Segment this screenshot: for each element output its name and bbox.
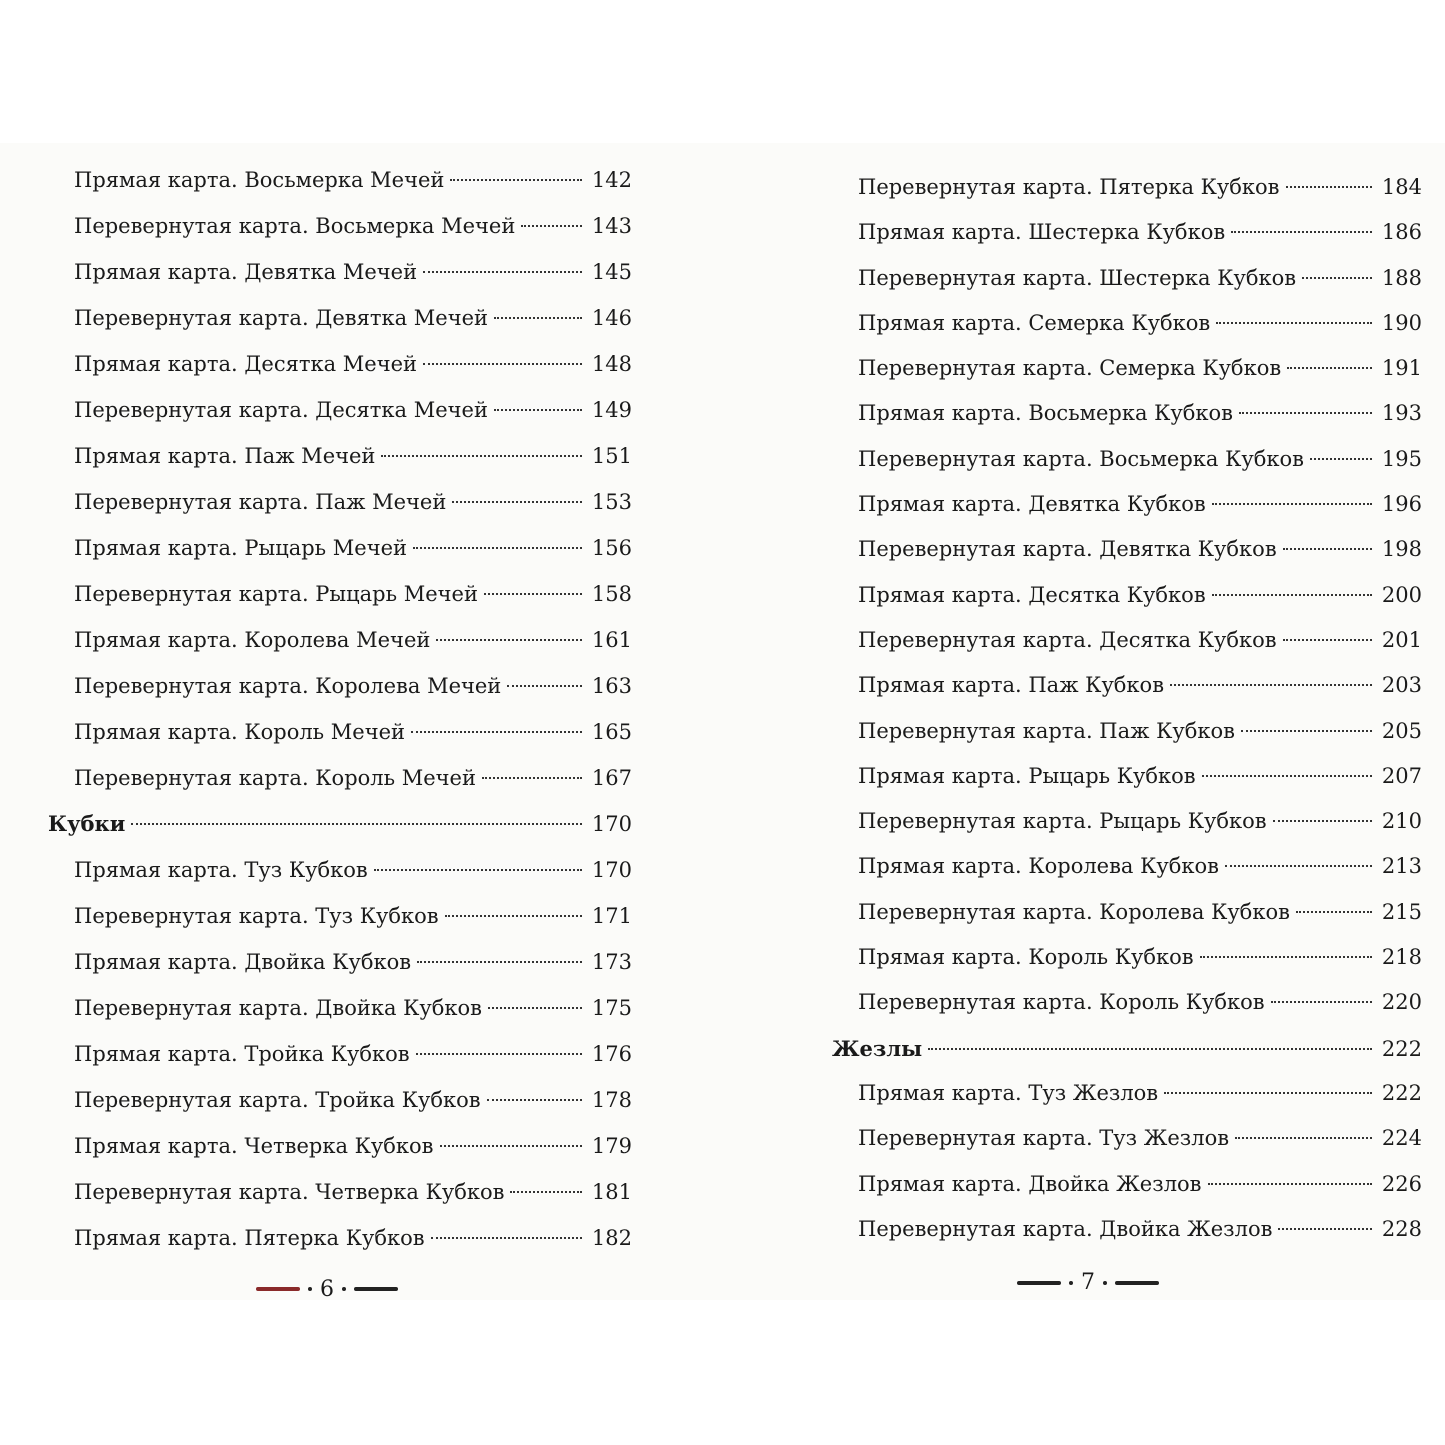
toc-page-number: 201 bbox=[1381, 627, 1422, 652]
toc-entry-title: Перевернутая карта. Король Кубков bbox=[858, 990, 1265, 1015]
dot-leader bbox=[381, 455, 581, 457]
dot-leader bbox=[1200, 956, 1372, 958]
book-spread bbox=[0, 143, 1445, 1300]
toc-entry-title: Прямая карта. Четверка Кубков bbox=[74, 1134, 434, 1158]
toc-entry-row bbox=[48, 893, 632, 939]
dot-leader bbox=[417, 961, 582, 963]
toc-entry-title: Прямая карта. Королева Кубков bbox=[858, 854, 1219, 879]
toc-entry-title: Перевернутая карта. Четверка Кубков bbox=[74, 1180, 505, 1204]
toc-entry-row bbox=[832, 256, 1422, 301]
dot-leader bbox=[1271, 1001, 1372, 1003]
toc-entry-row bbox=[832, 1162, 1422, 1207]
toc-entry-row bbox=[832, 165, 1422, 210]
toc-entry-title: Прямая карта. Королева Мечей bbox=[74, 628, 431, 652]
toc-page-number: 224 bbox=[1381, 1126, 1422, 1151]
flourish-ornament-icon bbox=[256, 1287, 300, 1291]
toc-entry-title: Прямая карта. Двойка Жезлов bbox=[858, 1171, 1202, 1196]
toc-page-number: 213 bbox=[1381, 854, 1422, 879]
toc-entry-title: Перевернутая карта. Двойка Жезлов bbox=[858, 1216, 1273, 1241]
dot-leader bbox=[431, 1237, 582, 1239]
toc-entry-row bbox=[832, 980, 1422, 1025]
dot-leader bbox=[1216, 322, 1372, 324]
dot-leader bbox=[450, 179, 582, 181]
dot-leader bbox=[1225, 865, 1372, 867]
toc-page-number: 182 bbox=[591, 1226, 632, 1250]
toc-page-number: 170 bbox=[591, 812, 632, 836]
dot-leader bbox=[436, 639, 582, 641]
toc-page-number: 165 bbox=[591, 720, 632, 744]
toc-page-number: 210 bbox=[1381, 809, 1422, 834]
dot-leader bbox=[1273, 820, 1372, 822]
dot-leader bbox=[1170, 684, 1372, 686]
toc-page-number: 200 bbox=[1381, 582, 1422, 607]
toc-section-row bbox=[832, 1026, 1422, 1071]
toc-entry-title: Прямая карта. Семерка Кубков bbox=[858, 310, 1211, 335]
dot-leader bbox=[507, 685, 582, 687]
dot-leader bbox=[1208, 1183, 1372, 1185]
page-number-text: 7 bbox=[1081, 1270, 1095, 1295]
toc-page-number: 167 bbox=[591, 766, 632, 790]
toc-page-number: 163 bbox=[591, 674, 632, 698]
toc-entry-title: Перевернутая карта. Паж Мечей bbox=[74, 490, 447, 514]
toc-entry-row bbox=[832, 935, 1422, 980]
toc-entry-title: Перевернутая карта. Королева Мечей bbox=[74, 674, 502, 698]
toc-entry-row bbox=[48, 571, 632, 617]
toc-entry-row bbox=[48, 1031, 632, 1077]
dot-ornament-icon bbox=[1069, 1281, 1073, 1285]
toc-entry-row bbox=[832, 527, 1422, 572]
toc-entry-row bbox=[48, 985, 632, 1031]
toc-list-right bbox=[832, 165, 1422, 1252]
toc-entry-title: Прямая карта. Двойка Кубков bbox=[74, 950, 412, 974]
toc-page-number: 161 bbox=[591, 628, 632, 652]
toc-page-number: 156 bbox=[591, 536, 632, 560]
toc-entry-row bbox=[832, 799, 1422, 844]
toc-page-number: 142 bbox=[591, 168, 632, 192]
toc-entry-row bbox=[48, 203, 632, 249]
toc-entry-title: Прямая карта. Девятка Мечей bbox=[74, 260, 418, 284]
toc-page-number: 226 bbox=[1381, 1171, 1422, 1196]
toc-entry-row bbox=[832, 437, 1422, 482]
toc-entry-title: Перевернутая карта. Рыцарь Кубков bbox=[858, 809, 1267, 834]
toc-entry-row bbox=[48, 341, 632, 387]
toc-entry-row bbox=[48, 1077, 632, 1123]
dot-leader bbox=[1231, 231, 1372, 233]
toc-entry-title: Прямая карта. Десятка Мечей bbox=[74, 352, 418, 376]
toc-entry-title: Прямая карта. Рыцарь Кубков bbox=[858, 763, 1196, 788]
toc-entry-title: Перевернутая карта. Туз Кубков bbox=[74, 904, 439, 928]
toc-page-number: 181 bbox=[591, 1180, 632, 1204]
toc-entry-title: Перевернутая карта. Восьмерка Кубков bbox=[858, 446, 1304, 471]
toc-page-number: 195 bbox=[1381, 446, 1422, 471]
flourish-ornament-icon bbox=[1017, 1281, 1061, 1285]
dot-leader bbox=[1287, 367, 1372, 369]
dot-leader bbox=[1164, 1092, 1372, 1094]
toc-page-number: 176 bbox=[591, 1042, 632, 1066]
toc-entry-title: Перевернутая карта. Паж Кубков bbox=[858, 718, 1235, 743]
toc-entry-row bbox=[48, 617, 632, 663]
toc-entry-title: Перевернутая карта. Девятка Мечей bbox=[74, 306, 489, 330]
toc-entry-row bbox=[48, 1215, 632, 1261]
toc-entry-row bbox=[48, 663, 632, 709]
dot-leader bbox=[423, 363, 582, 365]
toc-entry-title: Перевернутая карта. Восьмерка Мечей bbox=[74, 214, 516, 238]
toc-entry-row bbox=[48, 1169, 632, 1215]
toc-entry-title: Прямая карта. Паж Кубков bbox=[858, 673, 1165, 698]
toc-page-number: 151 bbox=[591, 444, 632, 468]
toc-page-number: 191 bbox=[1381, 356, 1422, 381]
toc-page-number: 146 bbox=[591, 306, 632, 330]
toc-entry-row bbox=[48, 525, 632, 571]
toc-entry-title: Перевернутая карта. Король Мечей bbox=[74, 766, 476, 790]
toc-entry-row bbox=[48, 387, 632, 433]
toc-page-number: 193 bbox=[1381, 401, 1422, 426]
page-number-text: 6 bbox=[320, 1276, 334, 1302]
toc-page-number: 228 bbox=[1381, 1216, 1422, 1241]
dot-leader bbox=[1283, 639, 1372, 641]
toc-page-number: 149 bbox=[591, 398, 632, 422]
toc-entry-row bbox=[832, 1071, 1422, 1116]
toc-entry-row bbox=[48, 939, 632, 985]
toc-entry-row bbox=[48, 157, 632, 203]
dot-leader bbox=[1302, 277, 1372, 279]
dot-leader bbox=[423, 271, 582, 273]
toc-entry-row bbox=[832, 210, 1422, 255]
toc-list-left bbox=[48, 157, 632, 1261]
toc-entry-title: Прямая карта. Туз Жезлов bbox=[858, 1080, 1159, 1105]
dot-leader bbox=[1310, 458, 1372, 460]
toc-entry-title: Прямая карта. Рыцарь Мечей bbox=[74, 536, 408, 560]
flourish-ornament-icon bbox=[354, 1287, 398, 1291]
toc-page-number: 205 bbox=[1381, 718, 1422, 743]
dot-leader bbox=[1235, 1137, 1372, 1139]
dot-leader bbox=[928, 1048, 1372, 1050]
dot-leader bbox=[487, 1099, 582, 1101]
toc-entry-row bbox=[832, 573, 1422, 618]
toc-entry-title: Прямая карта. Король Кубков bbox=[858, 945, 1194, 970]
dot-leader bbox=[1241, 730, 1372, 732]
toc-entry-row bbox=[48, 847, 632, 893]
toc-entry-title: Прямая карта. Десятка Кубков bbox=[858, 582, 1206, 607]
toc-entry-row bbox=[832, 754, 1422, 799]
dot-leader bbox=[440, 1145, 582, 1147]
dot-ornament-icon bbox=[342, 1287, 346, 1291]
dot-leader bbox=[1239, 412, 1372, 414]
toc-page-number: 184 bbox=[1381, 175, 1422, 199]
toc-page-number: 222 bbox=[1381, 1080, 1422, 1105]
toc-page-number: 153 bbox=[591, 490, 632, 514]
dot-leader bbox=[1212, 594, 1372, 596]
toc-entry-title: Прямая карта. Тройка Кубков bbox=[74, 1042, 410, 1066]
dot-leader bbox=[521, 225, 582, 227]
dot-leader bbox=[1212, 503, 1372, 505]
toc-entry-title: Перевернутая карта. Тройка Кубков bbox=[74, 1088, 481, 1112]
toc-entry-title: Перевернутая карта. Шестерка Кубков bbox=[858, 265, 1297, 290]
toc-entry-row bbox=[832, 1116, 1422, 1161]
dot-leader bbox=[484, 593, 582, 595]
toc-entry-title: Прямая карта. Пятерка Кубков bbox=[74, 1226, 425, 1250]
dot-leader bbox=[1278, 1228, 1371, 1230]
toc-page-number: 207 bbox=[1381, 763, 1422, 788]
dot-leader bbox=[131, 823, 582, 825]
toc-entry-title: Прямая карта. Паж Мечей bbox=[74, 444, 376, 468]
dot-leader bbox=[416, 1053, 582, 1055]
dot-leader bbox=[452, 501, 582, 503]
dot-leader bbox=[411, 731, 582, 733]
dot-leader bbox=[445, 915, 582, 917]
toc-page-number: 175 bbox=[591, 996, 632, 1020]
toc-entry-title: Прямая карта. Туз Кубков bbox=[74, 858, 368, 882]
left-page bbox=[0, 143, 722, 1300]
toc-page-number: 203 bbox=[1381, 673, 1422, 698]
dot-ornament-icon bbox=[1103, 1281, 1107, 1285]
toc-entry-row bbox=[832, 663, 1422, 708]
dot-ornament-icon bbox=[308, 1287, 312, 1291]
toc-entry-title: Перевернутая карта. Десятка Кубков bbox=[858, 627, 1277, 652]
toc-entry-title: Перевернутая карта. Пятерка Кубков bbox=[858, 175, 1280, 199]
right-page bbox=[722, 143, 1445, 1300]
toc-entry-title: Перевернутая карта. Королева Кубков bbox=[858, 899, 1290, 924]
dot-leader bbox=[1202, 775, 1372, 777]
toc-page-number: 171 bbox=[591, 904, 632, 928]
toc-entry-row bbox=[48, 295, 632, 341]
toc-page-number: 198 bbox=[1381, 537, 1422, 562]
toc-page-number: 190 bbox=[1381, 310, 1422, 335]
toc-page-number: 170 bbox=[591, 858, 632, 882]
toc-page-number: 220 bbox=[1381, 990, 1422, 1015]
toc-page-number: 222 bbox=[1381, 1036, 1422, 1061]
toc-entry-row bbox=[832, 890, 1422, 935]
toc-entry-row bbox=[48, 709, 632, 755]
toc-entry-row bbox=[48, 249, 632, 295]
toc-entry-row bbox=[832, 844, 1422, 889]
toc-entry-title: Перевернутая карта. Семерка Кубков bbox=[858, 356, 1282, 381]
toc-entry-title: Прямая карта. Шестерка Кубков bbox=[858, 220, 1226, 245]
dot-leader bbox=[374, 869, 582, 871]
toc-entry-title: Прямая карта. Король Мечей bbox=[74, 720, 406, 744]
toc-page-number: 158 bbox=[591, 582, 632, 606]
dot-leader bbox=[488, 1007, 582, 1009]
toc-entry-row bbox=[48, 1123, 632, 1169]
dot-leader bbox=[494, 409, 582, 411]
toc-entry-row bbox=[48, 755, 632, 801]
toc-page-number: 148 bbox=[591, 352, 632, 376]
dot-leader bbox=[494, 317, 582, 319]
toc-page-number: 173 bbox=[591, 950, 632, 974]
toc-page-number: 218 bbox=[1381, 945, 1422, 970]
toc-entry-title: Прямая карта. Девятка Кубков bbox=[858, 492, 1206, 517]
toc-entry-row bbox=[48, 479, 632, 525]
toc-entry-title: Перевернутая карта. Туз Жезлов bbox=[858, 1126, 1230, 1151]
toc-entry-row bbox=[832, 482, 1422, 527]
toc-entry-title: Кубки bbox=[48, 811, 126, 836]
toc-entry-title: Прямая карта. Восьмерка Кубков bbox=[858, 401, 1233, 426]
toc-page-number: 186 bbox=[1381, 220, 1422, 245]
toc-page-number: 143 bbox=[591, 214, 632, 238]
dot-leader bbox=[1296, 911, 1372, 913]
dot-leader bbox=[510, 1191, 581, 1193]
toc-page-number: 196 bbox=[1381, 492, 1422, 517]
toc-entry-title: Перевернутая карта. Девятка Кубков bbox=[858, 537, 1277, 562]
toc-entry-row bbox=[832, 1207, 1422, 1252]
toc-entry-row bbox=[48, 433, 632, 479]
page-number-right bbox=[1017, 1270, 1159, 1295]
dot-leader bbox=[413, 547, 582, 549]
flourish-ornament-icon bbox=[1115, 1281, 1159, 1285]
toc-entry-row bbox=[832, 618, 1422, 663]
toc-entry-title: Перевернутая карта. Десятка Мечей bbox=[74, 398, 488, 422]
toc-entry-title: Перевернутая карта. Двойка Кубков bbox=[74, 996, 482, 1020]
toc-page-number: 215 bbox=[1381, 899, 1422, 924]
toc-entry-row bbox=[832, 709, 1422, 754]
dot-leader bbox=[482, 777, 582, 779]
toc-entry-title: Жезлы bbox=[832, 1035, 923, 1061]
dot-leader bbox=[1286, 186, 1372, 188]
toc-entry-title: Перевернутая карта. Рыцарь Мечей bbox=[74, 582, 478, 606]
toc-entry-row bbox=[832, 391, 1422, 436]
toc-entry-title: Прямая карта. Восьмерка Мечей bbox=[74, 168, 445, 192]
dot-leader bbox=[1283, 548, 1372, 550]
toc-entry-row bbox=[832, 301, 1422, 346]
toc-page-number: 179 bbox=[591, 1134, 632, 1158]
page-number-left bbox=[256, 1276, 398, 1302]
toc-section-row bbox=[48, 801, 632, 847]
toc-page-number: 145 bbox=[591, 260, 632, 284]
toc-page-number: 188 bbox=[1381, 265, 1422, 290]
toc-page-number: 178 bbox=[591, 1088, 632, 1112]
toc-entry-row bbox=[832, 346, 1422, 391]
